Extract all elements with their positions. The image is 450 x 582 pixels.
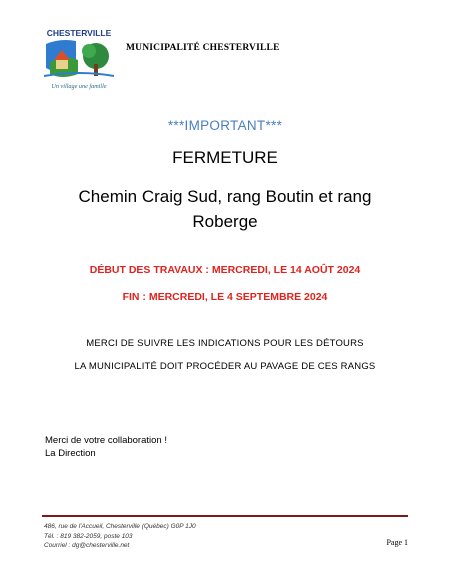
important-label: ***IMPORTANT***: [167, 118, 283, 133]
roads-affected: [0, 184, 450, 234]
signature-line: La Direction: [45, 448, 96, 459]
logo-text: CHESTERVILLE: [46, 28, 112, 38]
paving-notice: LA MUNICIPALITÉ DOIT PROCÉDER AU PAVAGE DE CES RANGS: [74, 361, 376, 372]
page-number: Page 1: [386, 538, 408, 547]
logo-tagline: Un village une famille: [51, 83, 107, 90]
footer-address: 486, rue de l'Accueil, Chesterville (Québec) G0P 1J0: [44, 523, 196, 530]
municipality-name: MUNICIPALITÉ CHESTERVILLE: [126, 43, 280, 53]
thanks-line: Merci de votre collaboration !: [45, 435, 167, 446]
footer-divider: [42, 515, 408, 517]
footer-phone: Tél. : 819 382-2059, poste 103: [44, 532, 133, 540]
notice-title: FERMETURE: [172, 148, 278, 167]
footer-contact: [44, 522, 196, 551]
municipality-logo: [40, 26, 118, 92]
detour-instruction: MERCI DE SUIVRE LES INDICATIONS POUR LES DÉTOURS: [86, 338, 364, 349]
closing-block: [45, 434, 167, 460]
work-end-date: FIN : MERCREDI, LE 4 SEPTEMBRE 2024: [122, 291, 328, 303]
footer-email[interactable]: Courriel : dg@chesterville.net: [44, 542, 130, 549]
work-start-date: DÉBUT DES TRAVAUX : MERCREDI, LE 14 AOÛT 2024: [89, 264, 361, 276]
roads-text: Chemin Craig Sud, rang Boutin et rang Roberge: [78, 187, 372, 231]
